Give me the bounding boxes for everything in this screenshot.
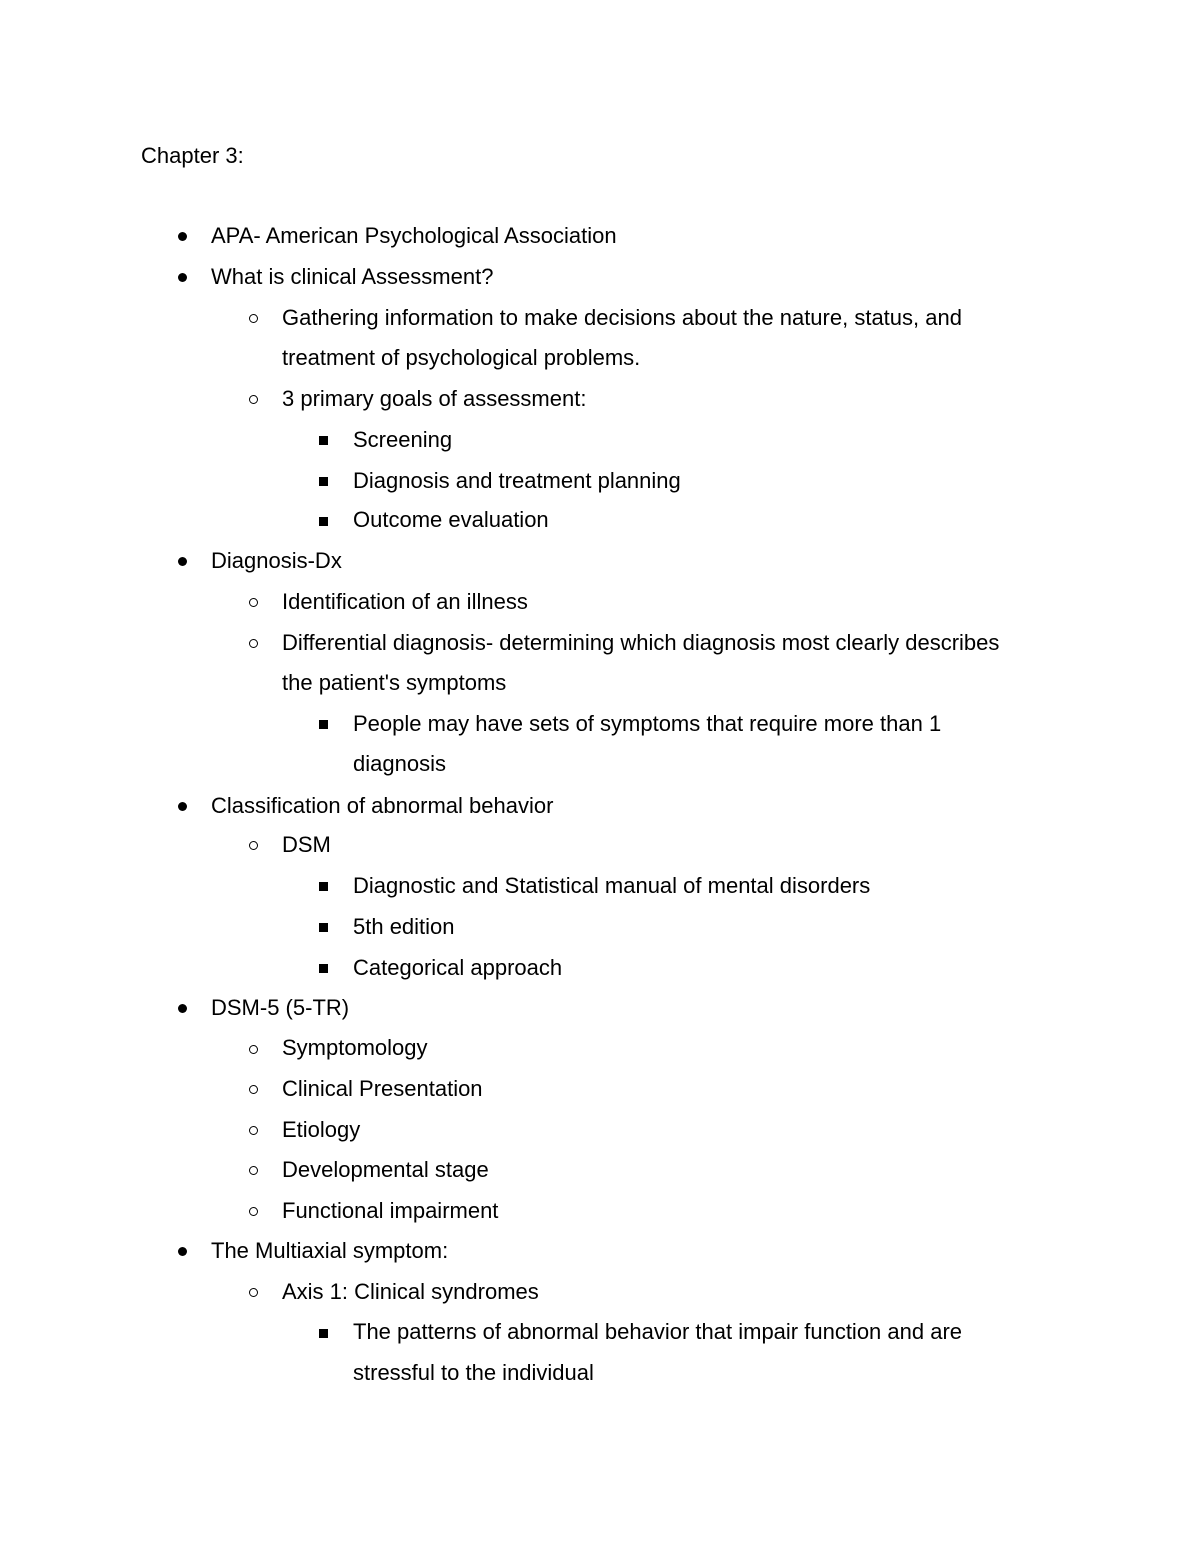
circle-bullet-icon <box>249 1085 258 1094</box>
circle-bullet-icon <box>249 1166 258 1175</box>
disc-bullet-icon <box>178 232 187 241</box>
circle-bullet-icon <box>249 395 258 404</box>
square-bullet-icon <box>319 882 328 891</box>
disc-bullet-icon <box>178 1247 187 1256</box>
list-item: Symptomology <box>282 1035 428 1060</box>
list-item: Screening <box>353 427 453 452</box>
list-item: 5th edition <box>353 914 455 939</box>
square-bullet-icon <box>319 477 328 486</box>
circle-bullet-icon <box>249 1288 258 1297</box>
list-item: DSM-5 (5-TR) <box>211 995 350 1020</box>
list-item: What is clinical Assessment? <box>211 264 494 289</box>
list-item-continuation: treatment of psychological problems. <box>282 345 641 370</box>
square-bullet-icon <box>319 964 328 973</box>
list-item: Diagnostic and Statistical manual of mental disorders <box>353 873 871 898</box>
square-bullet-icon <box>319 436 328 445</box>
list-item-continuation: stressful to the individual <box>353 1360 594 1385</box>
square-bullet-icon <box>319 1329 328 1338</box>
circle-bullet-icon <box>249 639 258 648</box>
list-item-continuation: diagnosis <box>353 751 446 776</box>
disc-bullet-icon <box>178 273 187 282</box>
list-item-continuation: the patient's symptoms <box>282 670 507 695</box>
square-bullet-icon <box>319 720 328 729</box>
square-bullet-icon <box>319 517 328 526</box>
list-item: Axis 1: Clinical syndromes <box>282 1279 539 1304</box>
circle-bullet-icon <box>249 598 258 607</box>
list-item: Developmental stage <box>282 1157 489 1182</box>
list-item: APA- American Psychological Association <box>211 223 617 248</box>
list-item: Etiology <box>282 1117 361 1142</box>
list-item: Differential diagnosis- determining which diagnosis most clearly describes <box>282 630 1000 655</box>
circle-bullet-icon <box>249 1045 258 1054</box>
list-item: Classification of abnormal behavior <box>211 793 554 818</box>
list-item: The patterns of abnormal behavior that impair function and are <box>353 1319 963 1344</box>
circle-bullet-icon <box>249 314 258 323</box>
list-item: Clinical Presentation <box>282 1076 483 1101</box>
list-item: Categorical approach <box>353 955 563 980</box>
list-item: Diagnosis and treatment planning <box>353 468 681 493</box>
circle-bullet-icon <box>249 1126 258 1135</box>
disc-bullet-icon <box>178 802 187 811</box>
square-bullet-icon <box>319 923 328 932</box>
list-item: Identification of an illness <box>282 589 528 614</box>
list-item: People may have sets of symptoms that require more than 1 <box>353 711 942 736</box>
circle-bullet-icon <box>249 841 258 850</box>
list-item: The Multiaxial symptom: <box>211 1238 449 1263</box>
list-item: DSM <box>282 832 331 857</box>
disc-bullet-icon <box>178 557 187 566</box>
list-item: Functional impairment <box>282 1198 499 1223</box>
list-item: Gathering information to make decisions about the nature, status, and <box>282 305 962 330</box>
page-title: Chapter 3: <box>141 143 244 168</box>
list-item: Diagnosis-Dx <box>211 548 342 573</box>
list-item: 3 primary goals of assessment: <box>282 386 587 411</box>
list-item: Outcome evaluation <box>353 507 549 532</box>
circle-bullet-icon <box>249 1207 258 1216</box>
disc-bullet-icon <box>178 1004 187 1013</box>
